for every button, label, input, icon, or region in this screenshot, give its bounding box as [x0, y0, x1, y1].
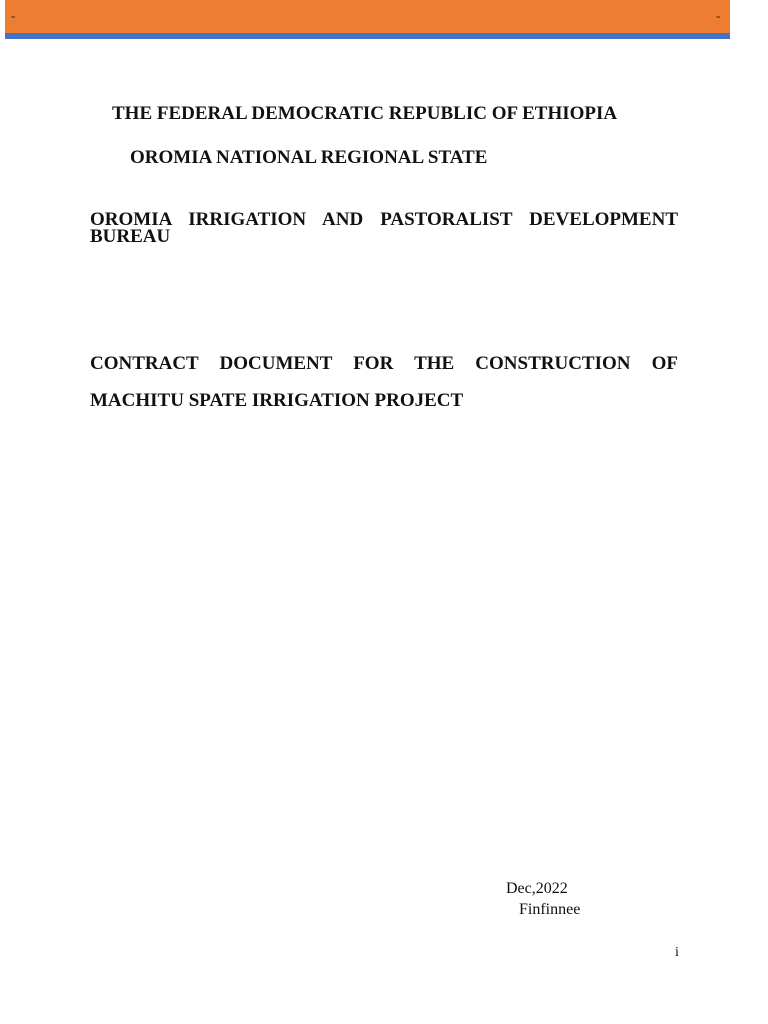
- header-left-mark: -: [11, 8, 16, 23]
- country-title: THE FEDERAL DEMOCRATIC REPUBLIC OF ETHIOPIA: [112, 103, 618, 124]
- bureau-title-line1: OROMIA IRRIGATION AND PASTORALIST DEVELOPMENT: [90, 209, 678, 230]
- document-date: Dec,2022: [506, 880, 568, 897]
- header-rule: [5, 33, 730, 39]
- region-title: OROMIA NATIONAL REGIONAL STATE: [130, 147, 488, 168]
- header-right-mark: -: [716, 8, 721, 23]
- page-number: i: [675, 945, 679, 960]
- contract-title-line1: CONTRACT DOCUMENT FOR THE CONSTRUCTION OF: [90, 353, 678, 374]
- header-band: [5, 0, 730, 33]
- bureau-title-line2: BUREAU: [90, 226, 171, 247]
- document-place: Finfinnee: [519, 901, 581, 918]
- contract-title-line2: MACHITU SPATE IRRIGATION PROJECT: [90, 390, 464, 411]
